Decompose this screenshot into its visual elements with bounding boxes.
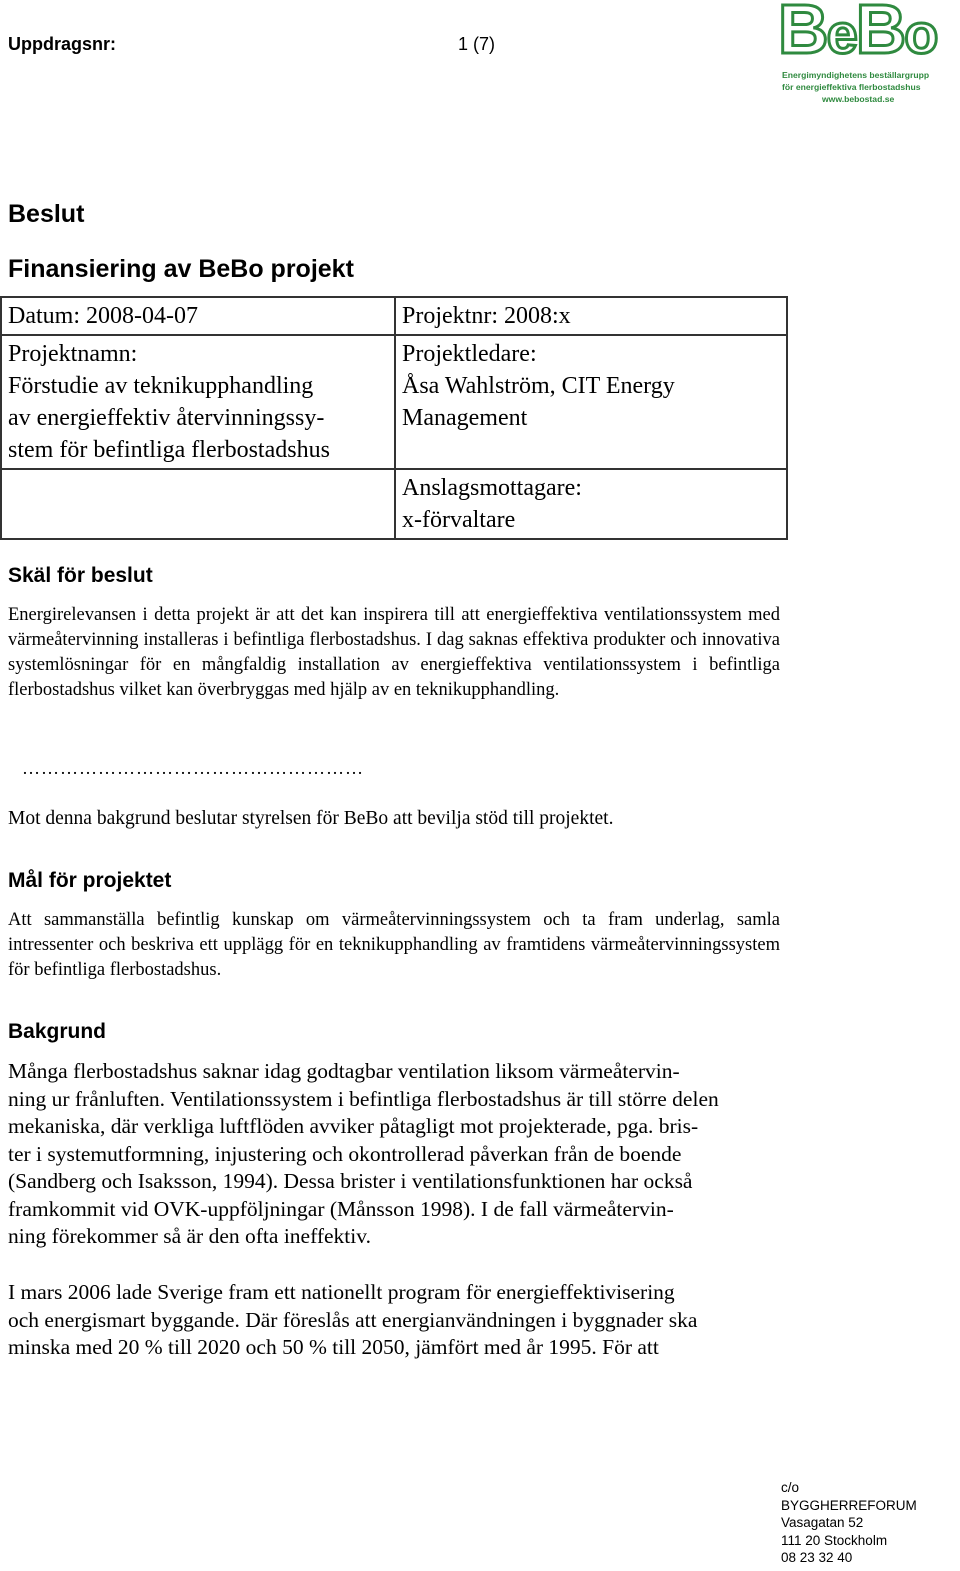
bakgrund-line: ter i systemutformning, injustering och okontrollerad påverkan från de boende	[8, 1141, 682, 1166]
document-number-label: Uppdragsnr:	[8, 34, 116, 54]
footer-street: Vasagatan 52	[781, 1515, 864, 1530]
projektnamn-line: av energieffektiv återvinningssy-	[8, 405, 325, 431]
table-row	[1, 297, 787, 335]
projektnr-value: Projektnr: 2008:x	[402, 303, 571, 329]
bakgrund-line: Många flerbostadshus saknar idag godtagbar ventilation liksom värmeåtervin-	[8, 1059, 680, 1083]
anslagsmottagare-value: x-förvaltare	[402, 507, 516, 533]
bebo-logo-wordmark: BeBo	[778, 0, 937, 68]
bakgrund-paragraph	[8, 1058, 776, 1251]
page-subtitle: Finansiering av BeBo projekt	[8, 255, 354, 283]
section-heading-bakgrund: Bakgrund	[8, 1020, 107, 1043]
bakgrund-line: ning ur frånluften. Ventilationssystem i befintliga flerbostadshus är till större delen	[8, 1086, 719, 1111]
anslagsmottagare-cell	[395, 469, 787, 539]
bakgrund-line: (Sandberg och Isaksson, 1994). Dessa brister i ventilationsfunktionen har också	[8, 1169, 693, 1193]
projektnamn-line: stem för befintliga flerbostadshus	[8, 437, 330, 463]
skal-paragraph: Energirelevansen i detta projekt är att det kan inspirera till att energieffektiva ventilationssystem med värmeåtervinning installeras i befintliga flerbostadshus. I dag saknas effektiva produkter och innovativa systemlösningar för en mångfaldig installation av energieffektiva ventilationssystem i befintliga flerbostadshus vilket kan överbryggas med hjälp av en teknikupphandling.	[8, 605, 780, 700]
footer-city: 111 20 Stockholm	[781, 1532, 888, 1548]
footer-address	[781, 1479, 917, 1567]
ellipsis-divider: ………………………………………………	[22, 758, 364, 778]
projektnamn-label: Projektnamn:	[8, 341, 138, 367]
mars-line: minska med 20 % till 2020 och 50 % till 2050, jämfört med år 1995. För att	[8, 1335, 659, 1359]
decision-statement: Mot denna bakgrund beslutar styrelsen för BeBo att bevilja stöd till projektet.	[8, 808, 614, 829]
projektledare-label: Projektledare:	[402, 341, 537, 367]
page-title: Beslut	[8, 200, 85, 228]
datum-value: Datum: 2008-04-07	[8, 303, 198, 329]
empty-cell	[1, 469, 395, 539]
logo-url: www.bebostad.se	[822, 94, 895, 104]
section-heading-mal: Mål för projektet	[8, 869, 172, 892]
projektnr-cell	[395, 297, 787, 335]
bakgrund-line: ning förekommer så är den ofta ineffektiv.	[8, 1224, 371, 1248]
page-number: 1 (7)	[458, 34, 496, 54]
footer-co: c/o	[781, 1480, 800, 1495]
table-row	[1, 469, 787, 539]
footer-phone: 08 23 32 40	[781, 1550, 853, 1565]
bakgrund-line: framkommit vid OVK-uppföljningar (Månsson 1998). I de fall värmeåtervin-	[8, 1196, 674, 1221]
section-heading-skal: Skäl för beslut	[8, 564, 153, 587]
mars-paragraph	[8, 1279, 776, 1362]
project-info-table	[0, 296, 788, 540]
projektnamn-cell	[1, 335, 395, 469]
logo-tagline-1: Energimyndighetens beställargrupp	[782, 70, 930, 80]
datum-cell	[1, 297, 395, 335]
projektnamn-line: Förstudie av teknikupphandling	[8, 373, 314, 399]
bakgrund-line: mekaniska, där verkliga luftflöden avviker påtagligt mot projekterade, pga. bris-	[8, 1114, 699, 1138]
table-row	[1, 335, 787, 469]
bebo-logo	[778, 0, 956, 110]
projektledare-line: Åsa Wahlström, CIT Energy	[402, 373, 675, 399]
mars-line: I mars 2006 lade Sverige fram ett nationellt program för energieffektivisering	[8, 1280, 675, 1304]
mars-line: och energismart byggande. Där föreslås att energianvändningen i byggnader ska	[8, 1307, 698, 1332]
mal-paragraph: Att sammanställa befintlig kunskap om värmeåtervinningssystem och ta fram underlag, samla intressenter och beskriva ett upplägg för en teknikupphandling av framtidens värmeåtervinningssystem för befintliga flerbostadshus.	[8, 910, 780, 980]
logo-tagline-2: för energieffektiva flerbostadshus	[782, 82, 921, 92]
projektledare-line: Management	[402, 405, 528, 431]
projektledare-cell	[395, 335, 787, 469]
footer-org: BYGGHERREFORUM	[781, 1497, 917, 1513]
anslagsmottagare-label: Anslagsmottagare:	[402, 475, 582, 501]
